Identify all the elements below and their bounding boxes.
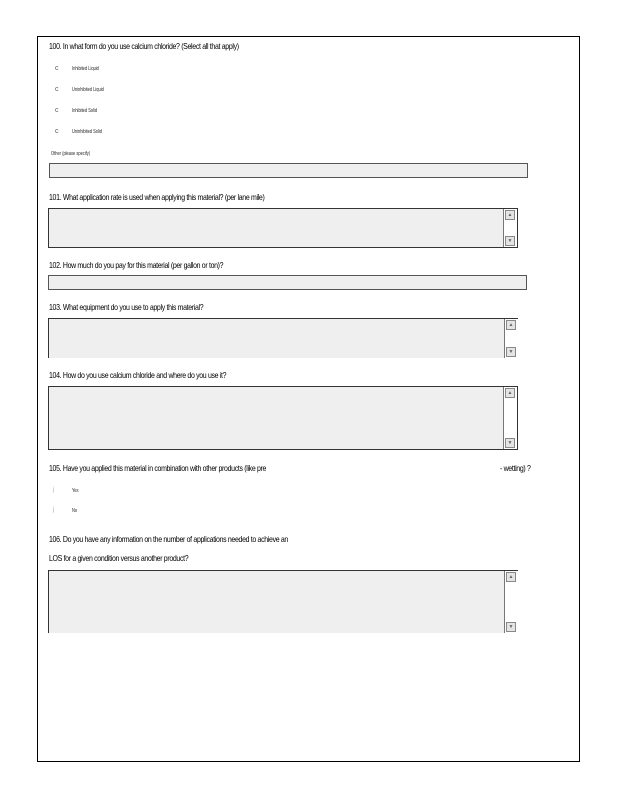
q100-other-input[interactable] — [49, 163, 528, 178]
q100-checkbox-3[interactable]: c — [55, 107, 59, 114]
q103-title: 103. What equipment do you use to apply this material? — [49, 302, 204, 312]
q104-textarea[interactable] — [48, 386, 518, 450]
q101-textarea[interactable] — [48, 208, 518, 248]
q103-scrollbar[interactable] — [504, 319, 518, 358]
q105-title-suffix: - wetting) ? — [500, 463, 531, 473]
q100-checkbox-4[interactable]: c — [55, 128, 59, 135]
scroll-up-icon[interactable]: ▲ — [506, 572, 516, 582]
scroll-down-icon[interactable]: ▼ — [505, 438, 515, 448]
q106-scrollbar[interactable] — [504, 571, 518, 633]
q106-title-line1: 106. Do you have any information on the number of applications needed to achieve an — [49, 534, 288, 544]
q101-scrollbar[interactable] — [503, 209, 517, 247]
q106-textarea[interactable] — [48, 570, 518, 633]
scroll-up-icon[interactable]: ▲ — [505, 210, 515, 220]
scroll-down-icon[interactable]: ▼ — [506, 347, 516, 357]
q102-input[interactable] — [48, 275, 527, 290]
q100-option-3-label: Inhibited Solid — [72, 108, 98, 114]
q100-other-label: Other (please specify) — [51, 151, 91, 157]
scroll-down-icon[interactable]: ▼ — [505, 236, 515, 246]
q105-radio-yes[interactable]: j — [53, 487, 55, 493]
q105-option-yes-label: Yes — [72, 488, 79, 494]
q102-title: 102. How much do you pay for this material (per gallon or ton)? — [49, 260, 224, 270]
q104-title: 104. How do you use calcium chloride and where do you use it? — [49, 370, 227, 380]
q100-option-2-label: Uninhibited Liquid — [72, 87, 104, 93]
q100-checkbox-2[interactable]: c — [55, 86, 59, 93]
q106-title-line2: LOS for a given condition versus another product? — [49, 553, 189, 563]
scroll-up-icon[interactable]: ▲ — [506, 320, 516, 330]
scroll-down-icon[interactable]: ▼ — [506, 622, 516, 632]
q105-option-no-label: No — [72, 508, 78, 514]
q100-option-4-label: Uninhibited Solid — [72, 129, 103, 135]
q104-scrollbar[interactable] — [503, 387, 517, 449]
q100-option-1-label: Inhibited Liquid — [72, 66, 99, 72]
q101-title: 101. What application rate is used when applying this material? (per lane mile) — [49, 192, 265, 202]
q100-checkbox-1[interactable]: c — [55, 65, 59, 72]
q105-title: 105. Have you applied this material in combination with other products (like pre — [49, 463, 267, 473]
q100-title: 100. In what form do you use calcium chloride? (Select all that apply) — [49, 41, 239, 51]
q105-radio-no[interactable]: j — [53, 507, 55, 513]
scroll-up-icon[interactable]: ▲ — [505, 388, 515, 398]
q103-textarea[interactable] — [48, 318, 518, 358]
